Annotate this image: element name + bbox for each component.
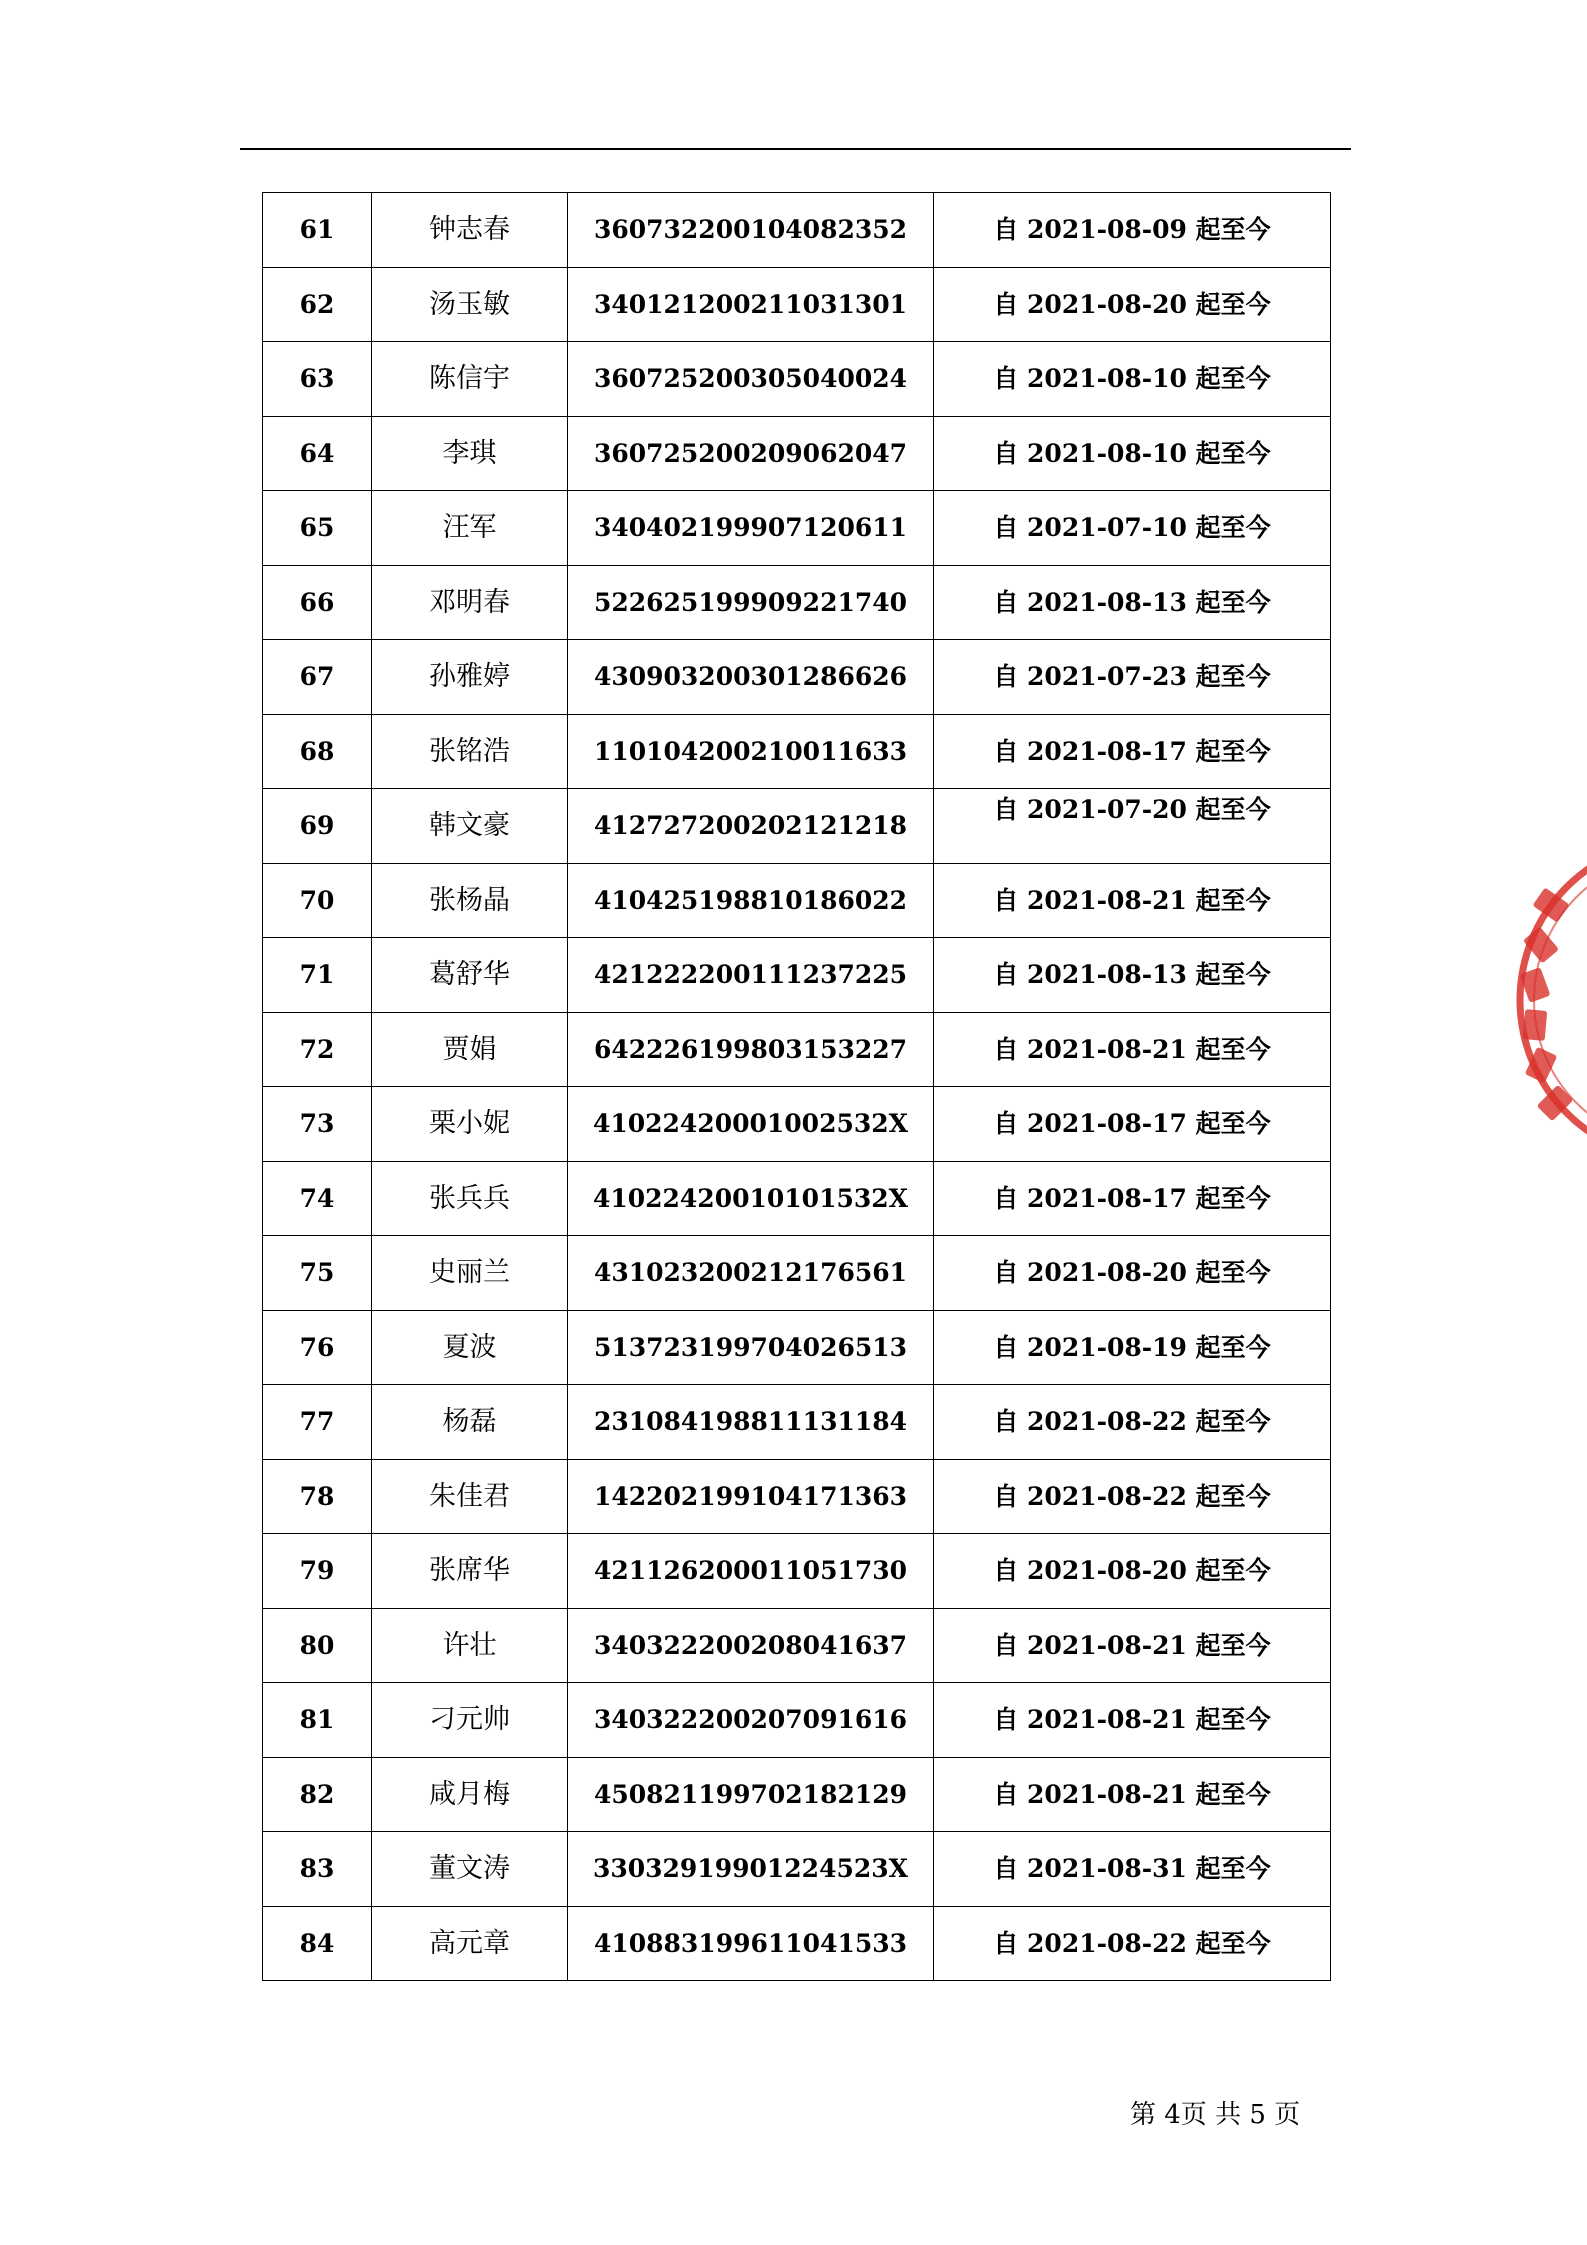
row-number: 65 — [263, 491, 372, 566]
table-row — [263, 1236, 1331, 1311]
row-id-number: 360732200104082352 — [568, 193, 934, 268]
row-id-number: 412727200202121218 — [568, 789, 934, 864]
row-number: 83 — [263, 1832, 372, 1907]
official-seal-icon — [1510, 830, 1587, 1170]
table-row — [263, 416, 1331, 491]
row-number: 82 — [263, 1757, 372, 1832]
row-period: 自 2021-08-17 起至今 — [934, 1087, 1331, 1162]
header-rule — [240, 148, 1351, 150]
table-row — [263, 267, 1331, 342]
row-name: 葛舒华 — [372, 938, 568, 1013]
table-row — [263, 1608, 1331, 1683]
row-number: 76 — [263, 1310, 372, 1385]
row-period: 自 2021-07-23 起至今 — [934, 640, 1331, 715]
roster-body — [263, 193, 1331, 1981]
row-number: 84 — [263, 1906, 372, 1981]
row-period: 自 2021-08-22 起至今 — [934, 1459, 1331, 1534]
row-name: 栗小妮 — [372, 1087, 568, 1162]
row-id-number: 340402199907120611 — [568, 491, 934, 566]
row-id-number: 33032919901224523X — [568, 1832, 934, 1907]
row-number: 69 — [263, 789, 372, 864]
row-name: 高元章 — [372, 1906, 568, 1981]
row-id-number: 642226199803153227 — [568, 1012, 934, 1087]
row-id-number: 522625199909221740 — [568, 565, 934, 640]
row-number: 75 — [263, 1236, 372, 1311]
row-period: 自 2021-08-17 起至今 — [934, 1161, 1331, 1236]
table-row — [263, 1310, 1331, 1385]
row-name: 贾娟 — [372, 1012, 568, 1087]
row-number: 74 — [263, 1161, 372, 1236]
row-period: 自 2021-08-13 起至今 — [934, 938, 1331, 1013]
row-name: 韩文豪 — [372, 789, 568, 864]
row-name: 董文涛 — [372, 1832, 568, 1907]
table-row — [263, 1757, 1331, 1832]
row-period: 自 2021-08-21 起至今 — [934, 1012, 1331, 1087]
row-id-number: 430903200301286626 — [568, 640, 934, 715]
table-row — [263, 863, 1331, 938]
row-number: 70 — [263, 863, 372, 938]
table-row — [263, 640, 1331, 715]
row-name: 汪军 — [372, 491, 568, 566]
row-name: 刁元帅 — [372, 1683, 568, 1758]
row-name: 张铭浩 — [372, 714, 568, 789]
row-name: 钟志春 — [372, 193, 568, 268]
table-row — [263, 565, 1331, 640]
row-id-number: 421222200111237225 — [568, 938, 934, 1013]
row-period: 自 2021-08-10 起至今 — [934, 342, 1331, 417]
row-number: 62 — [263, 267, 372, 342]
row-name: 张兵兵 — [372, 1161, 568, 1236]
row-number: 79 — [263, 1534, 372, 1609]
row-id-number: 450821199702182129 — [568, 1757, 934, 1832]
row-period: 自 2021-08-09 起至今 — [934, 193, 1331, 268]
row-number: 68 — [263, 714, 372, 789]
row-id-number: 340322200208041637 — [568, 1608, 934, 1683]
row-number: 73 — [263, 1087, 372, 1162]
row-id-number: 410425198810186022 — [568, 863, 934, 938]
row-period: 自 2021-07-20 起至今 — [934, 789, 1331, 864]
row-id-number: 421126200011051730 — [568, 1534, 934, 1609]
row-id-number: 110104200210011633 — [568, 714, 934, 789]
row-period: 自 2021-08-22 起至今 — [934, 1906, 1331, 1981]
row-name: 孙雅婷 — [372, 640, 568, 715]
row-id-number: 340121200211031301 — [568, 267, 934, 342]
row-number: 64 — [263, 416, 372, 491]
row-name: 陈信宇 — [372, 342, 568, 417]
row-id-number: 360725200209062047 — [568, 416, 934, 491]
table-row — [263, 1385, 1331, 1460]
row-period: 自 2021-08-31 起至今 — [934, 1832, 1331, 1907]
row-number: 80 — [263, 1608, 372, 1683]
row-name: 许壮 — [372, 1608, 568, 1683]
table-row — [263, 1161, 1331, 1236]
row-id-number: 231084198811131184 — [568, 1385, 934, 1460]
table-row — [263, 1459, 1331, 1534]
row-period: 自 2021-08-19 起至今 — [934, 1310, 1331, 1385]
table-row — [263, 1012, 1331, 1087]
row-name: 杨磊 — [372, 1385, 568, 1460]
row-period: 自 2021-08-21 起至今 — [934, 1757, 1331, 1832]
table-row — [263, 1683, 1331, 1758]
row-period: 自 2021-07-10 起至今 — [934, 491, 1331, 566]
page-number: 第 4页 共 5 页 — [1130, 2100, 1301, 2130]
row-id-number: 41022420010101532X — [568, 1161, 934, 1236]
table-row — [263, 1832, 1331, 1907]
row-number: 63 — [263, 342, 372, 417]
table-row — [263, 342, 1331, 417]
row-id-number: 360725200305040024 — [568, 342, 934, 417]
row-id-number: 142202199104171363 — [568, 1459, 934, 1534]
table-row — [263, 1087, 1331, 1162]
row-number: 67 — [263, 640, 372, 715]
table-row — [263, 491, 1331, 566]
table-row — [263, 938, 1331, 1013]
row-name: 史丽兰 — [372, 1236, 568, 1311]
row-period: 自 2021-08-10 起至今 — [934, 416, 1331, 491]
row-id-number: 340322200207091616 — [568, 1683, 934, 1758]
row-number: 81 — [263, 1683, 372, 1758]
table-row — [263, 1534, 1331, 1609]
row-number: 71 — [263, 938, 372, 1013]
row-name: 李琪 — [372, 416, 568, 491]
row-name: 汤玉敏 — [372, 267, 568, 342]
row-name: 咸月梅 — [372, 1757, 568, 1832]
row-period: 自 2021-08-21 起至今 — [934, 863, 1331, 938]
row-id-number: 410883199611041533 — [568, 1906, 934, 1981]
table-row — [263, 714, 1331, 789]
row-period: 自 2021-08-17 起至今 — [934, 714, 1331, 789]
row-period: 自 2021-08-20 起至今 — [934, 1236, 1331, 1311]
row-period: 自 2021-08-20 起至今 — [934, 267, 1331, 342]
row-period: 自 2021-08-13 起至今 — [934, 565, 1331, 640]
row-period: 自 2021-08-22 起至今 — [934, 1385, 1331, 1460]
row-number: 61 — [263, 193, 372, 268]
row-number: 78 — [263, 1459, 372, 1534]
row-name: 朱佳君 — [372, 1459, 568, 1534]
row-number: 77 — [263, 1385, 372, 1460]
row-id-number: 513723199704026513 — [568, 1310, 934, 1385]
row-period: 自 2021-08-20 起至今 — [934, 1534, 1331, 1609]
row-name: 张杨晶 — [372, 863, 568, 938]
roster-table — [262, 192, 1331, 1981]
row-id-number: 41022420001002532X — [568, 1087, 934, 1162]
row-name: 邓明春 — [372, 565, 568, 640]
table-row — [263, 193, 1331, 268]
row-number: 66 — [263, 565, 372, 640]
table-row — [263, 1906, 1331, 1981]
row-period: 自 2021-08-21 起至今 — [934, 1608, 1331, 1683]
row-period: 自 2021-08-21 起至今 — [934, 1683, 1331, 1758]
row-id-number: 431023200212176561 — [568, 1236, 934, 1311]
table-row — [263, 789, 1331, 864]
row-number: 72 — [263, 1012, 372, 1087]
row-name: 夏波 — [372, 1310, 568, 1385]
row-name: 张席华 — [372, 1534, 568, 1609]
